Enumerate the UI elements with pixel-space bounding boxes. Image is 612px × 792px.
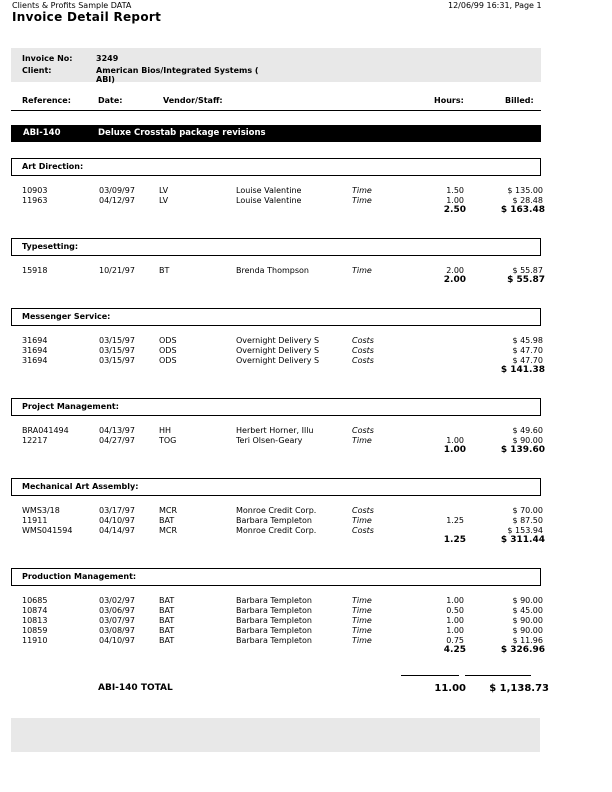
staff-code-cell: MCR xyxy=(159,506,178,515)
date-cell: 04/13/97 xyxy=(99,426,135,435)
entry-type-cell: Costs xyxy=(352,526,374,535)
date-page-indicator: 12/06/99 16:31, Page 1 xyxy=(448,1,542,10)
column-header-vendor-staff: Vendor/Staff: xyxy=(163,96,223,105)
reference-cell: WMS041594 xyxy=(22,526,73,535)
column-header-billed: Billed: xyxy=(505,96,534,105)
hours-cell: 1.00 xyxy=(446,596,464,605)
staff-code-cell: BAT xyxy=(159,636,175,645)
line-item-row xyxy=(0,616,612,626)
staff-code-cell: BAT xyxy=(159,596,175,605)
column-header-date: Date: xyxy=(98,96,123,105)
hours-cell: 1.50 xyxy=(446,186,464,195)
date-cell: 04/10/97 xyxy=(99,516,135,525)
reference-cell: 10685 xyxy=(22,596,48,605)
billed-cell: $ 45.00 xyxy=(512,606,543,615)
entry-type-cell: Time xyxy=(352,186,372,195)
vendor-name-cell: Barbara Templeton xyxy=(236,616,312,625)
invoice-info-box xyxy=(11,48,541,82)
billed-cell: $ 11.96 xyxy=(512,636,543,645)
billed-cell: $ 90.00 xyxy=(512,616,543,625)
date-cell: 03/08/97 xyxy=(99,626,135,635)
hours-cell: 0.75 xyxy=(446,636,464,645)
job-description: Deluxe Crosstab package revisions xyxy=(98,128,266,138)
section-total-billed: $ 55.87 xyxy=(507,275,545,285)
date-cell: 04/10/97 xyxy=(99,636,135,645)
date-cell: 03/15/97 xyxy=(99,346,135,355)
vendor-name-cell: Barbara Templeton xyxy=(236,516,312,525)
vendor-name-cell: Overnight Delivery S xyxy=(236,346,320,355)
section-title: Project Management: xyxy=(22,402,119,411)
entry-type-cell: Costs xyxy=(352,336,374,345)
column-header-hours: Hours: xyxy=(434,96,464,105)
vendor-name-cell: Monroe Credit Corp. xyxy=(236,506,317,515)
reference-cell: 11910 xyxy=(22,636,48,645)
section-header xyxy=(11,398,541,416)
hours-cell: 1.00 xyxy=(446,436,464,445)
section-total-hours: 2.00 xyxy=(443,275,466,285)
job-total-hours: 11.00 xyxy=(434,683,466,694)
billed-cell: $ 28.48 xyxy=(512,196,543,205)
staff-code-cell: BAT xyxy=(159,626,175,635)
billed-cell: $ 90.00 xyxy=(512,626,543,635)
hours-cell: 1.25 xyxy=(446,516,464,525)
billed-cell: $ 87.50 xyxy=(512,516,543,525)
staff-code-cell: TOG xyxy=(159,436,177,445)
section-total-billed: $ 141.38 xyxy=(500,365,545,375)
reference-cell: 31694 xyxy=(22,356,48,365)
grand-total-billed-rule xyxy=(465,675,531,676)
hours-cell: 1.00 xyxy=(446,626,464,635)
staff-code-cell: BAT xyxy=(159,516,175,525)
billed-cell: $ 90.00 xyxy=(512,436,543,445)
reference-cell: 10859 xyxy=(22,626,48,635)
staff-code-cell: ODS xyxy=(159,336,177,345)
section-title: Typesetting: xyxy=(22,242,79,251)
vendor-name-cell: Barbara Templeton xyxy=(236,626,312,635)
billed-cell: $ 70.00 xyxy=(512,506,543,515)
billed-cell: $ 135.00 xyxy=(507,186,543,195)
reference-cell: 11963 xyxy=(22,196,48,205)
vendor-name-cell: Brenda Thompson xyxy=(236,266,309,275)
billed-cell: $ 47.70 xyxy=(512,346,543,355)
section-title: Art Direction: xyxy=(22,162,84,171)
date-cell: 03/15/97 xyxy=(99,356,135,365)
entry-type-cell: Time xyxy=(352,266,372,275)
date-cell: 03/17/97 xyxy=(99,506,135,515)
vendor-name-cell: Teri Olsen-Geary xyxy=(236,436,303,445)
section-header xyxy=(11,478,541,496)
reference-cell: 31694 xyxy=(22,346,48,355)
invoice-no-value: 3249 xyxy=(96,54,119,63)
invoice-no-label: Invoice No: xyxy=(22,54,73,63)
client-name-line1: American Bios/Integrated Systems ( xyxy=(96,66,259,75)
section-header xyxy=(11,238,541,256)
section-title: Production Management: xyxy=(22,572,137,581)
section-total-billed: $ 326.96 xyxy=(500,645,545,655)
staff-code-cell: BAT xyxy=(159,606,175,615)
entry-type-cell: Time xyxy=(352,596,372,605)
staff-code-cell: BT xyxy=(159,266,170,275)
billed-cell: $ 153.94 xyxy=(507,526,543,535)
date-cell: 04/14/97 xyxy=(99,526,135,535)
job-header-bar xyxy=(11,125,541,142)
client-name-line2: ABI) xyxy=(96,75,115,84)
job-total-label: ABI-140 TOTAL xyxy=(98,683,173,693)
reference-cell: BRA041494 xyxy=(22,426,69,435)
section-total-hours: 2.50 xyxy=(443,205,466,215)
reference-cell: 10874 xyxy=(22,606,48,615)
entry-type-cell: Time xyxy=(352,636,372,645)
company-name: Clients & Profits Sample DATA xyxy=(12,1,132,10)
line-item-row xyxy=(0,186,612,196)
billed-cell: $ 55.87 xyxy=(512,266,543,275)
section-total-billed: $ 139.60 xyxy=(500,445,545,455)
date-cell: 03/09/97 xyxy=(99,186,135,195)
entry-type-cell: Time xyxy=(352,516,372,525)
reference-cell: 12217 xyxy=(22,436,48,445)
grand-total-hours-rule xyxy=(401,675,459,676)
report-title: Invoice Detail Report xyxy=(12,10,162,24)
entry-type-cell: Costs xyxy=(352,356,374,365)
vendor-name-cell: Overnight Delivery S xyxy=(236,356,320,365)
billed-cell: $ 49.60 xyxy=(512,426,543,435)
vendor-name-cell: Louise Valentine xyxy=(236,186,302,195)
billed-cell: $ 47.70 xyxy=(512,356,543,365)
staff-code-cell: HH xyxy=(159,426,172,435)
vendor-name-cell: Louise Valentine xyxy=(236,196,302,205)
job-code: ABI-140 xyxy=(23,128,61,138)
entry-type-cell: Time xyxy=(352,436,372,445)
line-item-row xyxy=(0,346,612,356)
vendor-name-cell: Barbara Templeton xyxy=(236,606,312,615)
section-title: Mechanical Art Assembly: xyxy=(22,482,139,491)
billed-cell: $ 45.98 xyxy=(512,336,543,345)
staff-code-cell: LV xyxy=(159,186,169,195)
section-header xyxy=(11,158,541,176)
line-item-row xyxy=(0,516,612,526)
entry-type-cell: Time xyxy=(352,196,372,205)
vendor-name-cell: Monroe Credit Corp. xyxy=(236,526,317,535)
section-total-billed: $ 163.48 xyxy=(500,205,545,215)
entry-type-cell: Costs xyxy=(352,346,374,355)
staff-code-cell: MCR xyxy=(159,526,178,535)
line-item-row xyxy=(0,606,612,616)
hours-cell: 1.00 xyxy=(446,196,464,205)
section-header xyxy=(11,308,541,326)
date-cell: 04/27/97 xyxy=(99,436,135,445)
section-total-hours: 1.00 xyxy=(443,445,466,455)
staff-code-cell: BAT xyxy=(159,616,175,625)
entry-type-cell: Costs xyxy=(352,506,374,515)
date-cell: 03/07/97 xyxy=(99,616,135,625)
reference-cell: 10813 xyxy=(22,616,48,625)
vendor-name-cell: Barbara Templeton xyxy=(236,596,312,605)
column-header-reference: Reference: xyxy=(22,96,71,105)
entry-type-cell: Time xyxy=(352,626,372,635)
hours-cell: 1.00 xyxy=(446,616,464,625)
date-cell: 03/02/97 xyxy=(99,596,135,605)
billed-cell: $ 90.00 xyxy=(512,596,543,605)
line-item-row xyxy=(0,626,612,636)
section-total-hours: 1.25 xyxy=(443,535,466,545)
vendor-name-cell: Barbara Templeton xyxy=(236,636,312,645)
reference-cell: WMS3/18 xyxy=(22,506,60,515)
reference-cell: 10903 xyxy=(22,186,48,195)
entry-type-cell: Costs xyxy=(352,426,374,435)
reference-cell: 11911 xyxy=(22,516,48,525)
staff-code-cell: ODS xyxy=(159,346,177,355)
section-header xyxy=(11,568,541,586)
date-cell: 10/21/97 xyxy=(99,266,135,275)
date-cell: 03/15/97 xyxy=(99,336,135,345)
staff-code-cell: LV xyxy=(159,196,169,205)
line-item-row xyxy=(0,336,612,346)
client-label: Client: xyxy=(22,66,52,75)
entry-type-cell: Time xyxy=(352,606,372,615)
line-item-row xyxy=(0,596,612,606)
footer-box xyxy=(11,718,540,752)
vendor-name-cell: Overnight Delivery S xyxy=(236,336,320,345)
job-total-billed: $ 1,138.73 xyxy=(489,683,549,694)
date-cell: 03/06/97 xyxy=(99,606,135,615)
line-item-row xyxy=(0,426,612,436)
vendor-name-cell: Herbert Horner, Illu xyxy=(236,426,314,435)
column-header-divider xyxy=(11,110,541,111)
reference-cell: 31694 xyxy=(22,336,48,345)
hours-cell: 0.50 xyxy=(446,606,464,615)
reference-cell: 15918 xyxy=(22,266,48,275)
staff-code-cell: ODS xyxy=(159,356,177,365)
section-title: Messenger Service: xyxy=(22,312,111,321)
hours-cell: 2.00 xyxy=(446,266,464,275)
line-item-row xyxy=(0,506,612,516)
entry-type-cell: Time xyxy=(352,616,372,625)
date-cell: 04/12/97 xyxy=(99,196,135,205)
section-total-billed: $ 311.44 xyxy=(500,535,545,545)
section-total-hours: 4.25 xyxy=(443,645,466,655)
